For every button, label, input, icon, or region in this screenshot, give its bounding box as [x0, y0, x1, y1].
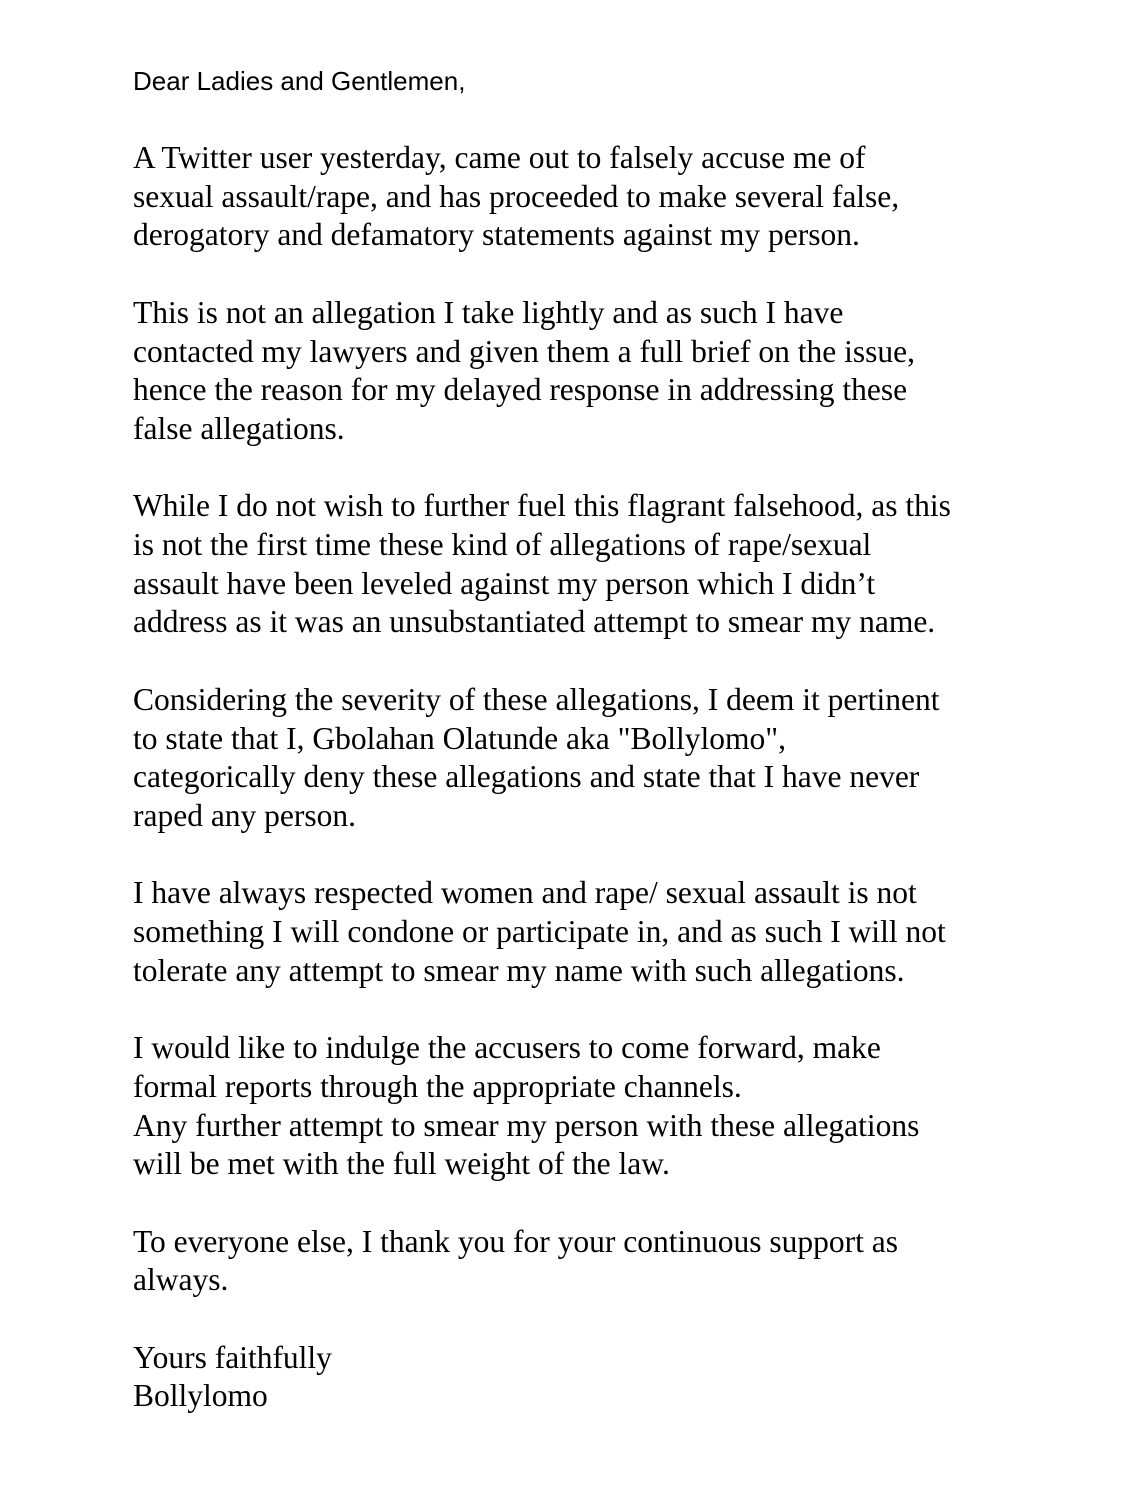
paragraph-6: [133, 1029, 1033, 1184]
paragraph-line: raped any person.: [133, 797, 357, 833]
paragraph-3: [133, 487, 1033, 642]
paragraph-line: sexual assault/rape, and has proceeded to make several false,: [133, 178, 900, 214]
paragraph-line: always.: [133, 1262, 229, 1298]
paragraph-line: A Twitter user yesterday, came out to falsely accuse me of: [133, 140, 866, 175]
paragraph-line: Considering the severity of these allegations, I deem it pertinent: [133, 681, 940, 717]
paragraph-line: Any further attempt to smear my person with these allegations: [133, 1107, 920, 1143]
paragraph-line: something I will condone or participate in, and as such I will not: [133, 914, 946, 949]
paragraph-line: false allegations.: [133, 410, 345, 446]
paragraph-line: is not the first time these kind of allegations of rape/sexual: [133, 527, 872, 562]
paragraph-4: [133, 681, 1033, 836]
paragraph-1: [133, 139, 1033, 255]
paragraph-line: derogatory and defamatory statements against my person.: [133, 217, 860, 253]
paragraph-line: will be met with the full weight of the law.: [133, 1146, 670, 1182]
paragraph-line: categorically deny these allegations and state that I have never: [133, 759, 920, 795]
paragraph-line: This is not an allegation I take lightly and as such I have: [133, 294, 844, 330]
paragraph-line: to state that I, Gbolahan Olatunde aka "Bollylomo",: [133, 720, 786, 756]
closing: Yours faithfully: [133, 1339, 332, 1375]
paragraph-2: [133, 294, 1033, 449]
paragraph-line: I have always respected women and rape/ sexual assault is not: [133, 875, 917, 911]
paragraph-line: formal reports through the appropriate channels.: [133, 1068, 742, 1104]
paragraph-line: address as it was an unsubstantiated attempt to smear my name.: [133, 604, 936, 640]
paragraph-line: hence the reason for my delayed response in addressing these: [133, 372, 908, 408]
paragraph-line: I would like to indulge the accusers to come forward, make: [133, 1030, 881, 1066]
paragraph-line: While I do not wish to further fuel this flagrant falsehood, as this: [133, 488, 951, 524]
paragraph-line: To everyone else, I thank you for your continuous support as: [133, 1223, 898, 1259]
signature: Bollylomo: [133, 1378, 268, 1414]
paragraph-line: tolerate any attempt to smear my name with such allegations.: [133, 952, 905, 988]
paragraph-line: assault have been leveled against my person which I didn’t: [133, 565, 876, 601]
paragraph-7: [133, 1223, 1033, 1300]
paragraph-line: contacted my lawyers and given them a full brief on the issue,: [133, 333, 916, 369]
paragraph-5: [133, 874, 1033, 990]
closing-block: [133, 1339, 1033, 1416]
salutation: Dear Ladies and Gentlemen,: [133, 66, 466, 96]
letter-body: [133, 62, 1033, 1455]
